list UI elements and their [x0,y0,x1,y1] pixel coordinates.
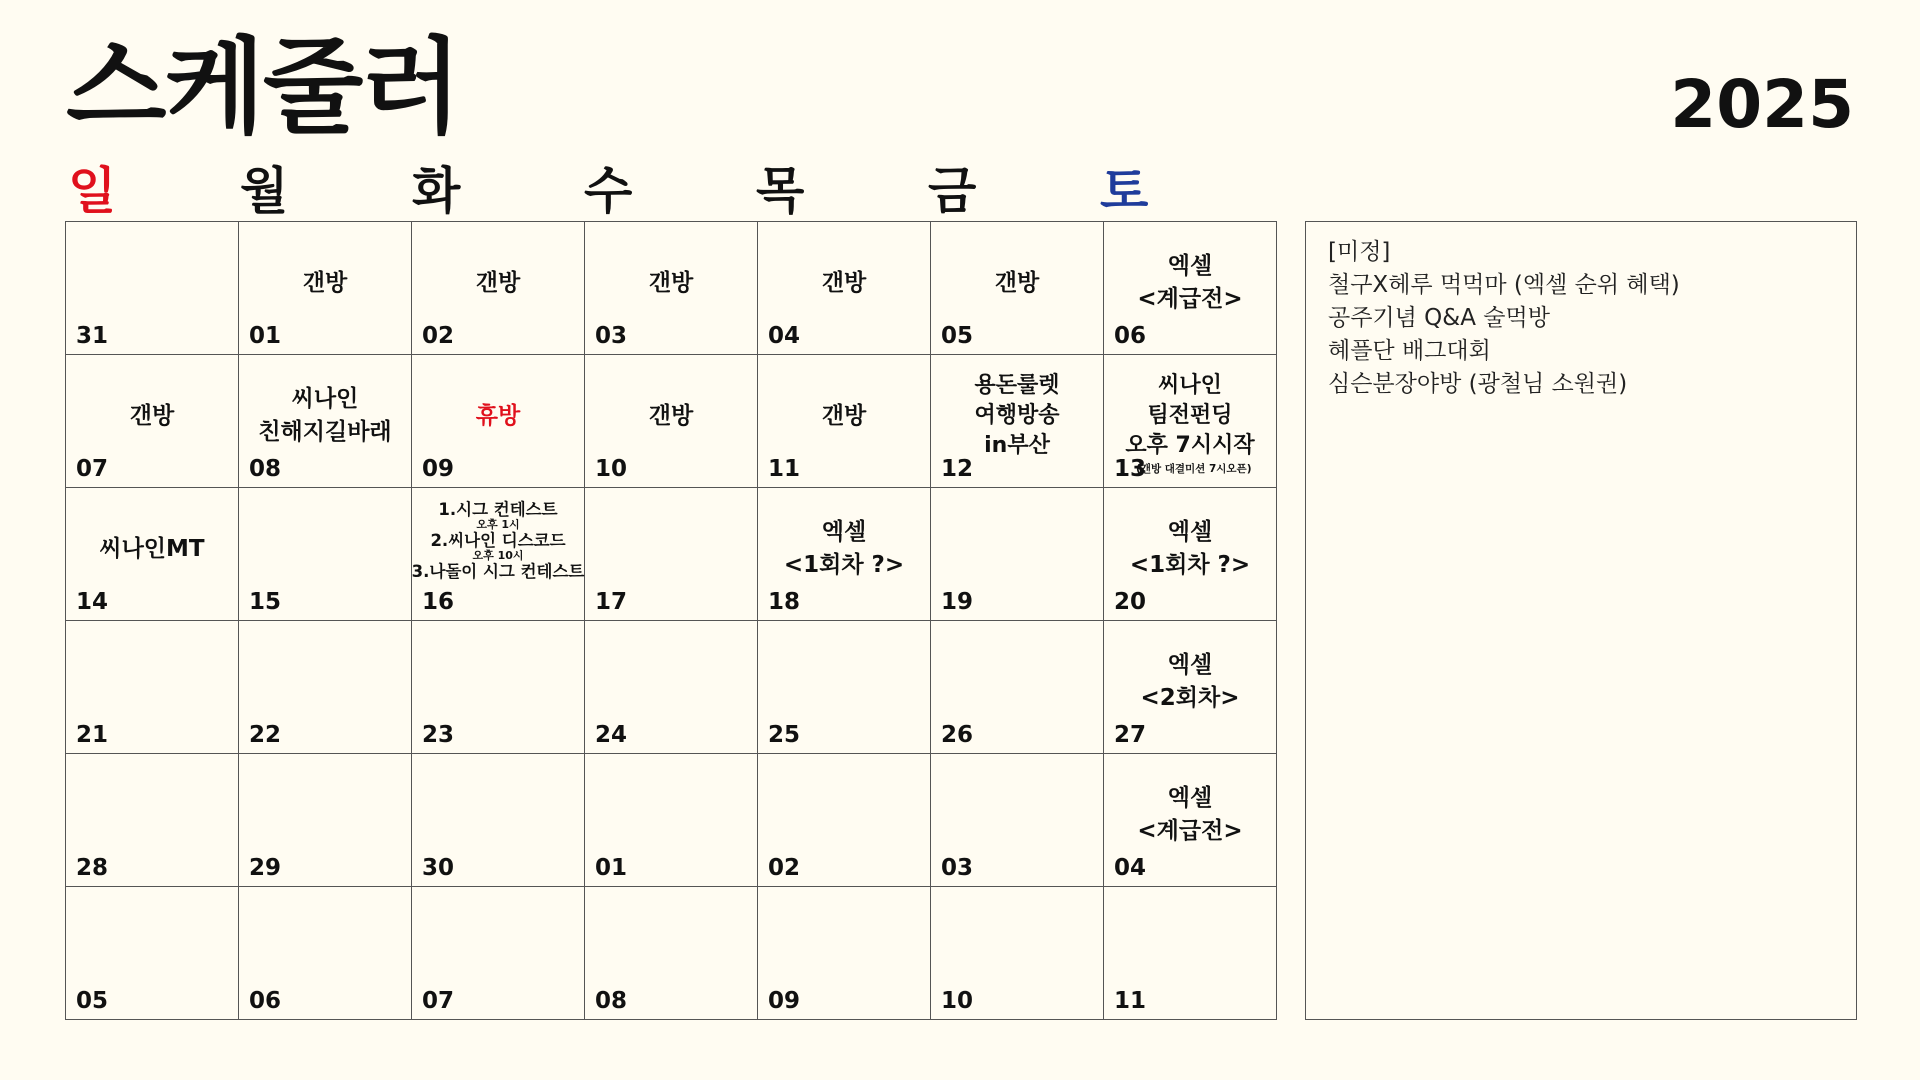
calendar-day-cell[interactable] [931,488,1104,621]
calendar-day-cell[interactable] [412,488,585,621]
day-number: 09 [422,456,455,482]
day-number: 14 [76,589,109,615]
day-number: 01 [249,323,282,349]
page-title: 스케줄러 [66,26,460,148]
event-item: 3.나돌이 시그 컨테스트 [411,562,585,581]
calendar-day-cell[interactable] [758,887,931,1020]
day-number: 29 [249,855,282,881]
notes-heading: [미정] [1328,239,1391,265]
day-number: 16 [422,589,455,615]
weekday-sunday: 일 [68,162,117,220]
calendar-day-cell[interactable] [931,222,1104,355]
day-number: 17 [595,589,628,615]
event-line: 갠방 [648,269,694,296]
day-number: 22 [249,722,282,748]
event-line: 갠방 [302,269,348,296]
calendar-day-cell[interactable] [239,488,412,621]
notes-item: 심슨분장야방 (광철님 소원권) [1328,371,1628,397]
day-number: 15 [249,589,282,615]
day-number: 07 [76,456,109,482]
event-line: <계급전> [1137,286,1243,312]
day-number: 09 [768,988,801,1014]
calendar-day-cell[interactable] [412,887,585,1020]
day-number: 25 [768,722,801,748]
event-line: <1회차 ?> [1129,552,1251,578]
calendar-day-cell[interactable] [239,621,412,754]
calendar-day-cell[interactable] [931,355,1104,488]
calendar-day-cell[interactable] [66,222,239,355]
day-number: 11 [1114,988,1147,1014]
calendar-day-cell[interactable] [412,754,585,887]
calendar-day-cell[interactable] [1104,488,1277,621]
day-number: 05 [941,323,974,349]
event-line: 씨나인 [291,386,359,412]
calendar-week-row [66,488,1277,621]
day-number: 26 [941,722,974,748]
notes-panel [1305,221,1857,1020]
calendar-day-cell[interactable] [585,222,758,355]
weekday-monday: 월 [240,162,289,220]
calendar-day-cell[interactable] [66,754,239,887]
day-number: 02 [768,855,801,881]
calendar-day-cell[interactable] [239,222,412,355]
calendar-day-cell[interactable] [931,621,1104,754]
calendar-day-cell[interactable] [66,887,239,1020]
calendar-day-cell[interactable] [758,754,931,887]
year-label: 2025 [1670,66,1854,143]
calendar-day-cell[interactable] [412,355,585,488]
calendar-grid [65,221,1277,1020]
day-number: 10 [941,988,974,1014]
day-number: 03 [595,323,628,349]
event-line: 씨나인 [1158,373,1222,398]
weekday-wednesday: 수 [584,162,633,220]
event-line: 엑셀 [821,519,867,545]
calendar-week-row [66,222,1277,355]
event-line: <2회차> [1140,685,1240,711]
calendar-day-cell[interactable] [585,887,758,1020]
calendar-day-cell[interactable] [585,621,758,754]
notes-item: 공주기념 Q&A 술먹방 [1328,305,1550,331]
event-line: 엑셀 [1167,519,1213,545]
calendar-day-cell[interactable] [1104,222,1277,355]
day-number: 19 [941,589,974,615]
calendar-day-cell[interactable] [66,488,239,621]
weekday-tuesday: 화 [412,162,461,220]
day-number: 20 [1114,589,1147,615]
event-line: 갠방 [648,402,694,429]
calendar-day-cell[interactable] [1104,355,1277,488]
event-time: 오후 10시 [472,549,524,562]
calendar-day-cell[interactable] [758,222,931,355]
day-number: 03 [941,855,974,881]
day-number: 08 [595,988,628,1014]
event-line: 팀전펀딩 [1147,403,1233,428]
event-line: 오후 7시시작 [1125,433,1255,458]
event-line: 엑셀 [1167,652,1213,678]
day-number: 18 [768,589,801,615]
calendar-day-cell[interactable] [931,754,1104,887]
day-number: 05 [76,988,109,1014]
event-line: 엑셀 [1167,253,1213,279]
day-number: 01 [595,855,628,881]
event-line: 갠방 [475,269,521,296]
weekday-friday: 금 [928,162,977,220]
day-number: 21 [76,722,109,748]
weekday-saturday: 토 [1100,162,1149,220]
notes-item: 철구X헤루 먹먹마 (엑셀 순위 혜택) [1328,272,1680,298]
event-line: 씨나인MT [99,535,205,562]
calendar-day-cell[interactable] [1104,887,1277,1020]
day-number: 31 [76,323,109,349]
event-line: <계급전> [1137,818,1243,844]
event-line: 갠방 [821,402,867,429]
calendar-day-cell[interactable] [239,754,412,887]
notes-text [1328,236,1680,401]
day-number: 30 [422,855,455,881]
calendar-day-cell[interactable] [758,621,931,754]
day-number: 23 [422,722,455,748]
event-line: 휴방 [475,402,521,429]
calendar-day-cell[interactable] [585,754,758,887]
day-number: 27 [1114,722,1147,748]
weekday-header [66,160,1272,222]
day-number: 13 [1114,456,1147,482]
calendar-day-cell[interactable] [1104,754,1277,887]
event-line: 갠방 [994,269,1040,296]
calendar-day-cell[interactable] [758,355,931,488]
calendar-week-row [66,621,1277,754]
day-number: 28 [76,855,109,881]
event-line: 엑셀 [1167,785,1213,811]
day-number: 04 [768,323,801,349]
calendar-day-cell[interactable] [1104,621,1277,754]
day-number: 06 [1114,323,1147,349]
event-item: 2.씨나인 디스코드 [430,531,566,550]
calendar-day-cell[interactable] [412,621,585,754]
event-line: 갠방 [821,269,867,296]
calendar-day-cell[interactable] [66,621,239,754]
calendar-week-row [66,355,1277,488]
calendar-day-cell[interactable] [585,488,758,621]
calendar-day-cell[interactable] [66,355,239,488]
day-number: 02 [422,323,455,349]
event-time: 오후 1시 [476,518,520,531]
event-line: 용돈룰렛 [974,373,1060,398]
event-line: 갠방 [129,402,175,429]
calendar-day-cell[interactable] [585,355,758,488]
day-number: 07 [422,988,455,1014]
day-number: 06 [249,988,282,1014]
day-number: 12 [941,456,974,482]
event-item: 1.시그 컨테스트 [438,500,558,519]
calendar-day-cell[interactable] [239,887,412,1020]
event-line: in부산 [984,433,1050,458]
day-number: 24 [595,722,628,748]
notes-item: 혜플단 배그대회 [1328,338,1491,364]
day-number: 04 [1114,855,1147,881]
event-line: <1회차 ?> [783,552,905,578]
day-number: 10 [595,456,628,482]
event-line: 친해지길바래 [258,419,392,445]
calendar-day-cell[interactable] [412,222,585,355]
event-note: (갠방 대결미션 7시오픈) [1136,463,1252,475]
calendar-day-cell[interactable] [758,488,931,621]
calendar-day-cell[interactable] [931,887,1104,1020]
calendar-week-row [66,754,1277,887]
day-number: 08 [249,456,282,482]
calendar-week-row [66,887,1277,1020]
day-number: 11 [768,456,801,482]
weekday-thursday: 목 [756,162,805,220]
calendar-day-cell[interactable] [239,355,412,488]
event-line: 여행방송 [974,403,1060,428]
